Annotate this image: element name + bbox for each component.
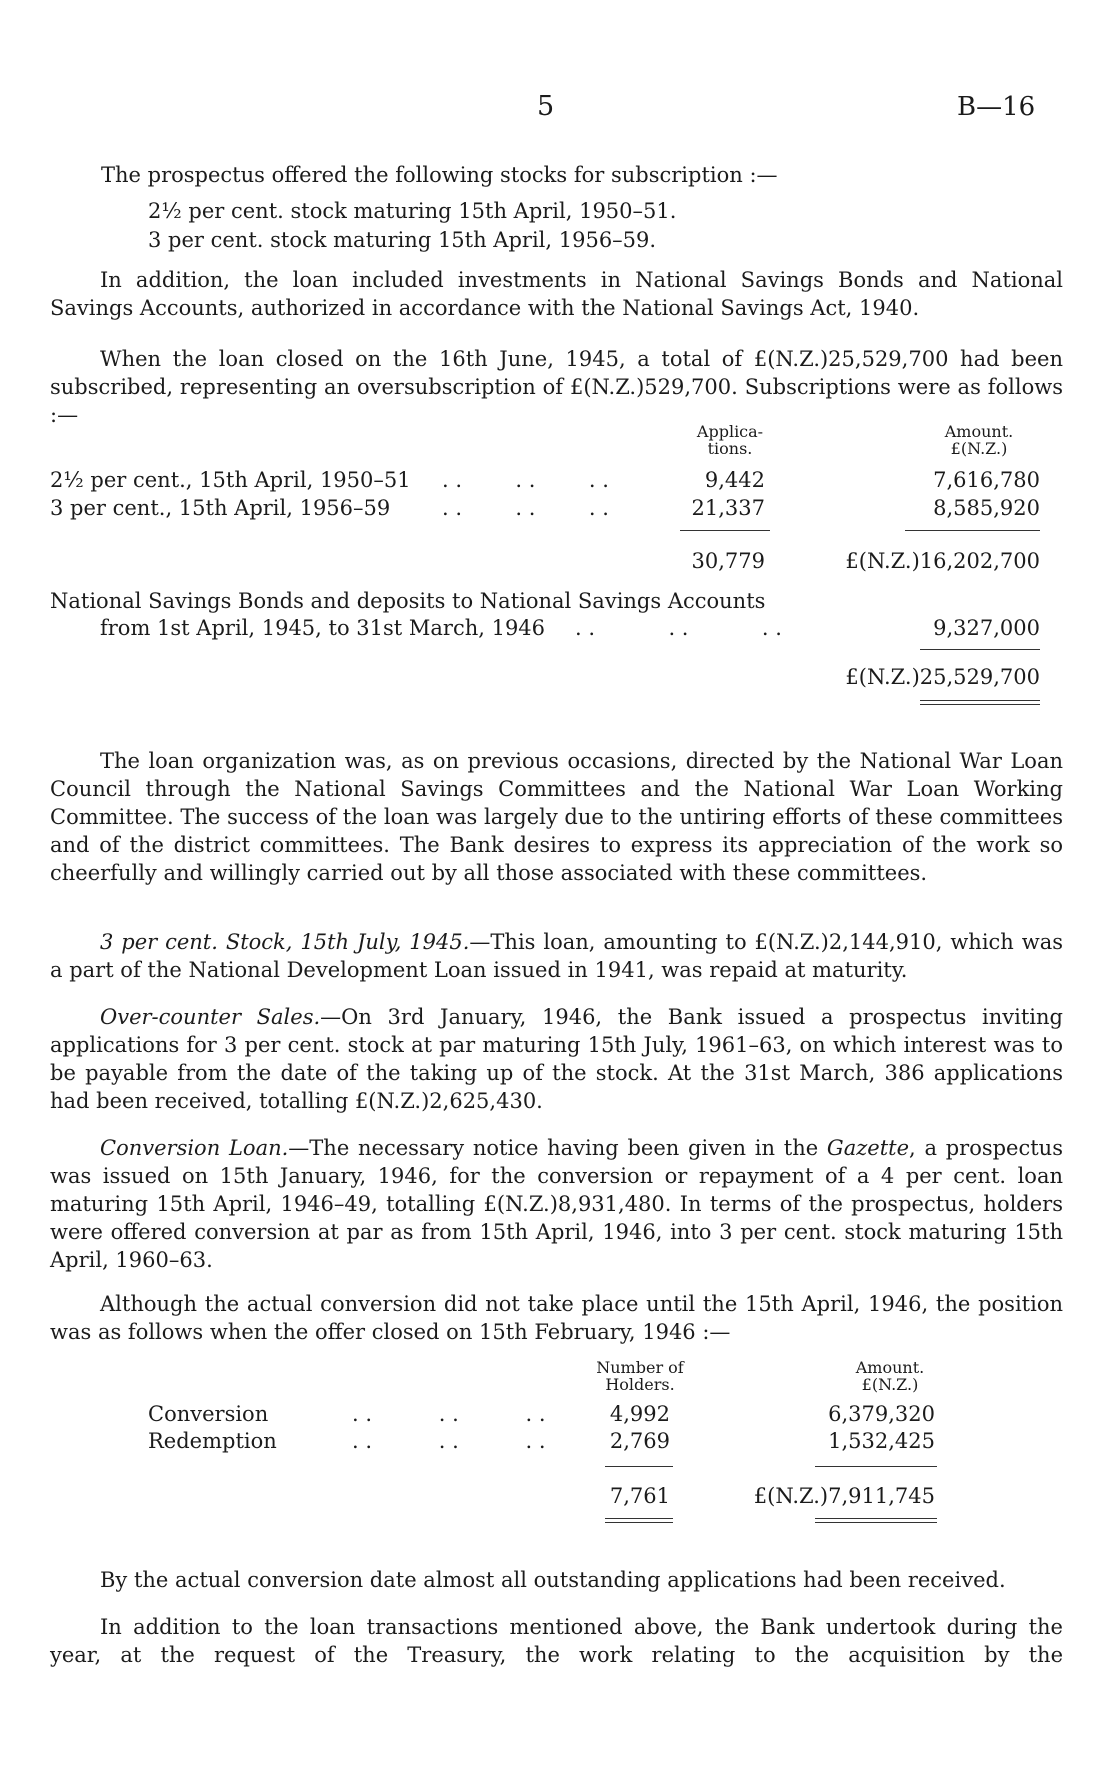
- table2-header-amount: [830, 1359, 950, 1393]
- table1-savings-label-line1: National Savings Bonds and deposits to National Savings Accounts: [50, 589, 766, 613]
- table1-subtotal-applications: 30,779: [691, 549, 765, 573]
- table1-savings-amount: 9,327,000: [933, 616, 1040, 640]
- table1-row-leader-dots: . . . . . .: [442, 468, 609, 492]
- table2-row-amount: 6,379,320: [828, 1402, 935, 1426]
- table2-header-amount-line2: £(N.Z.): [861, 1375, 919, 1394]
- table1-header-applications: [680, 423, 780, 457]
- page-number: 5: [537, 91, 555, 122]
- paragraph-conversion-text-before: —The necessary notice having been given in the: [288, 1136, 827, 1160]
- table1-grand-total: £(N.Z.)25,529,700: [845, 665, 1040, 689]
- table1-row-label: 3 per cent., 15th April, 1956–59: [50, 496, 391, 520]
- table2-header-holders-line2: Holders.: [605, 1375, 675, 1394]
- table1-row-applications: 21,337: [691, 496, 765, 520]
- table1-row-leader-dots: . . . . . .: [442, 496, 609, 520]
- table1-row-amount: 8,585,920: [933, 496, 1040, 520]
- table2-total-double-rule-holders: [605, 1518, 673, 1523]
- paragraph-conversion-heading: Conversion Loan.: [100, 1136, 289, 1160]
- table2-row-label: Redemption: [148, 1429, 277, 1453]
- table2-row-holders: 2,769: [609, 1429, 670, 1453]
- table1-subtotal-rule-amount: [905, 530, 1040, 531]
- table1-row-applications: 9,442: [704, 468, 765, 492]
- document-reference: B—16: [957, 92, 1036, 122]
- paragraph-stock-repaid: [50, 928, 1063, 984]
- paragraph-stock-heading: 3 per cent. Stock, 15th July, 1945.: [100, 930, 470, 954]
- paragraph-over-counter-heading: Over-counter Sales.: [100, 1005, 321, 1029]
- table1-total-rule: [920, 649, 1040, 650]
- paragraph-conversion-text-after: , a prospectus was issued on 15th January, 1946, for the conversion or repayment of a 4 per cent. loan maturing 15th April, 1946–49, totalling £(N.Z.)8,931,480. In terms of the prospectus, holders were offered conversion at par as from 15th April, 1946, into 3 per cent. stock maturing 15th April, 1960–63.: [50, 1136, 1063, 1272]
- table2-total-holders: 7,761: [609, 1484, 670, 1508]
- paragraph-loan-organization: The loan organization was, as on previous occasions, directed by the National War Loan Council through the National Savings Committees and the National War Loan Working Committee. The success of the loan was largely due to the untiring efforts of these committees and of the district committees. The Bank desires to express its appreciation of the work so cheerfully and willingly carried out by all those associated with these committees.: [50, 749, 1063, 885]
- table1-row-label: 2½ per cent., 15th April, 1950–51: [50, 468, 411, 492]
- table1-row-amount: 7,616,780: [933, 468, 1040, 492]
- table2-total-rule-holders: [605, 1466, 673, 1467]
- table2-row-leader-dots: . . . . . .: [352, 1429, 546, 1453]
- table2-row-holders: 4,992: [609, 1402, 670, 1426]
- paragraph-loan-closed: When the loan closed on the 16th June, 1945, a total of £(N.Z.)25,529,700 had been subscribed, representing an oversubscription of £(N.Z.)529,700. Subscriptions were as follows :—: [50, 347, 1063, 427]
- paragraph-addition: In addition, the loan included investments in National Savings Bonds and National Savings Accounts, authorized in accordance with the National Savings Act, 1940.: [50, 268, 1063, 320]
- table1-header-applications-line1: Applica-: [696, 422, 764, 441]
- paragraph-conversion-gazette: Gazette: [826, 1136, 910, 1160]
- table1-header-applications-line2: tions.: [707, 439, 753, 458]
- table2-row-leader-dots: . . . . . .: [352, 1402, 546, 1426]
- table2-header-holders: [580, 1359, 700, 1393]
- table1-grand-total-double-rule: [920, 700, 1040, 705]
- prospectus-stock-1: 2½ per cent. stock maturing 15th April, 1950–51.: [148, 199, 677, 223]
- paragraph-stock-text: —This loan, amounting to £(N.Z.)2,144,910, which was a part of the National Development Loan issued in 1941, was repaid at maturity.: [50, 930, 1064, 982]
- table2-row-amount: 1,532,425: [828, 1429, 935, 1453]
- paragraph-final: In addition to the loan transactions mentioned above, the Bank undertook during the year, at the request of the Treasury, the work relating to the acquisition by the: [50, 1615, 1063, 1667]
- table1-subtotal-rule-applications: [680, 530, 770, 531]
- paragraph-by-conversion-date: By the actual conversion date almost all outstanding applications had been received.: [100, 1568, 1006, 1592]
- table2-total-double-rule-amount: [815, 1518, 937, 1523]
- paragraph-over-counter-text: —On 3rd January, 1946, the Bank issued a prospectus inviting applications for 3 per cent. stock at par maturing 15th July, 1961–63, on which interest was to be payable from the date of the taking up of the stock. At the 31st March, 386 applications had been received, totalling £(N.Z.)2,625,430.: [50, 1005, 1063, 1113]
- paragraph-over-counter-sales: [50, 1003, 1063, 1115]
- prospectus-intro: The prospectus offered the following stocks for subscription :—: [101, 163, 778, 187]
- prospectus-stock-2: 3 per cent. stock maturing 15th April, 1956–59.: [148, 228, 657, 252]
- table2-total-rule-amount: [815, 1466, 937, 1467]
- table2-header-amount-line1: Amount.: [855, 1358, 925, 1377]
- table1-subtotal-amount: £(N.Z.)16,202,700: [845, 549, 1040, 573]
- table1-savings-label-line2: from 1st April, 1945, to 31st March, 1946: [100, 616, 546, 640]
- paragraph-although: Although the actual conversion did not take place until the 15th April, 1946, the position was as follows when the offer closed on 15th February, 1946 :—: [50, 1292, 1063, 1344]
- table1-header-amount-line2: £(N.Z.): [950, 439, 1008, 458]
- table1-header-amount-line1: Amount.: [944, 422, 1014, 441]
- table2-header-holders-line1: Number of: [596, 1358, 684, 1377]
- table2-row-label: Conversion: [148, 1402, 269, 1426]
- table1-savings-leader-dots: . . . . . .: [575, 616, 782, 640]
- table2-total-amount: £(N.Z.)7,911,745: [753, 1484, 935, 1508]
- table1-header-amount: [914, 423, 1044, 457]
- paragraph-conversion-loan: [50, 1134, 1063, 1274]
